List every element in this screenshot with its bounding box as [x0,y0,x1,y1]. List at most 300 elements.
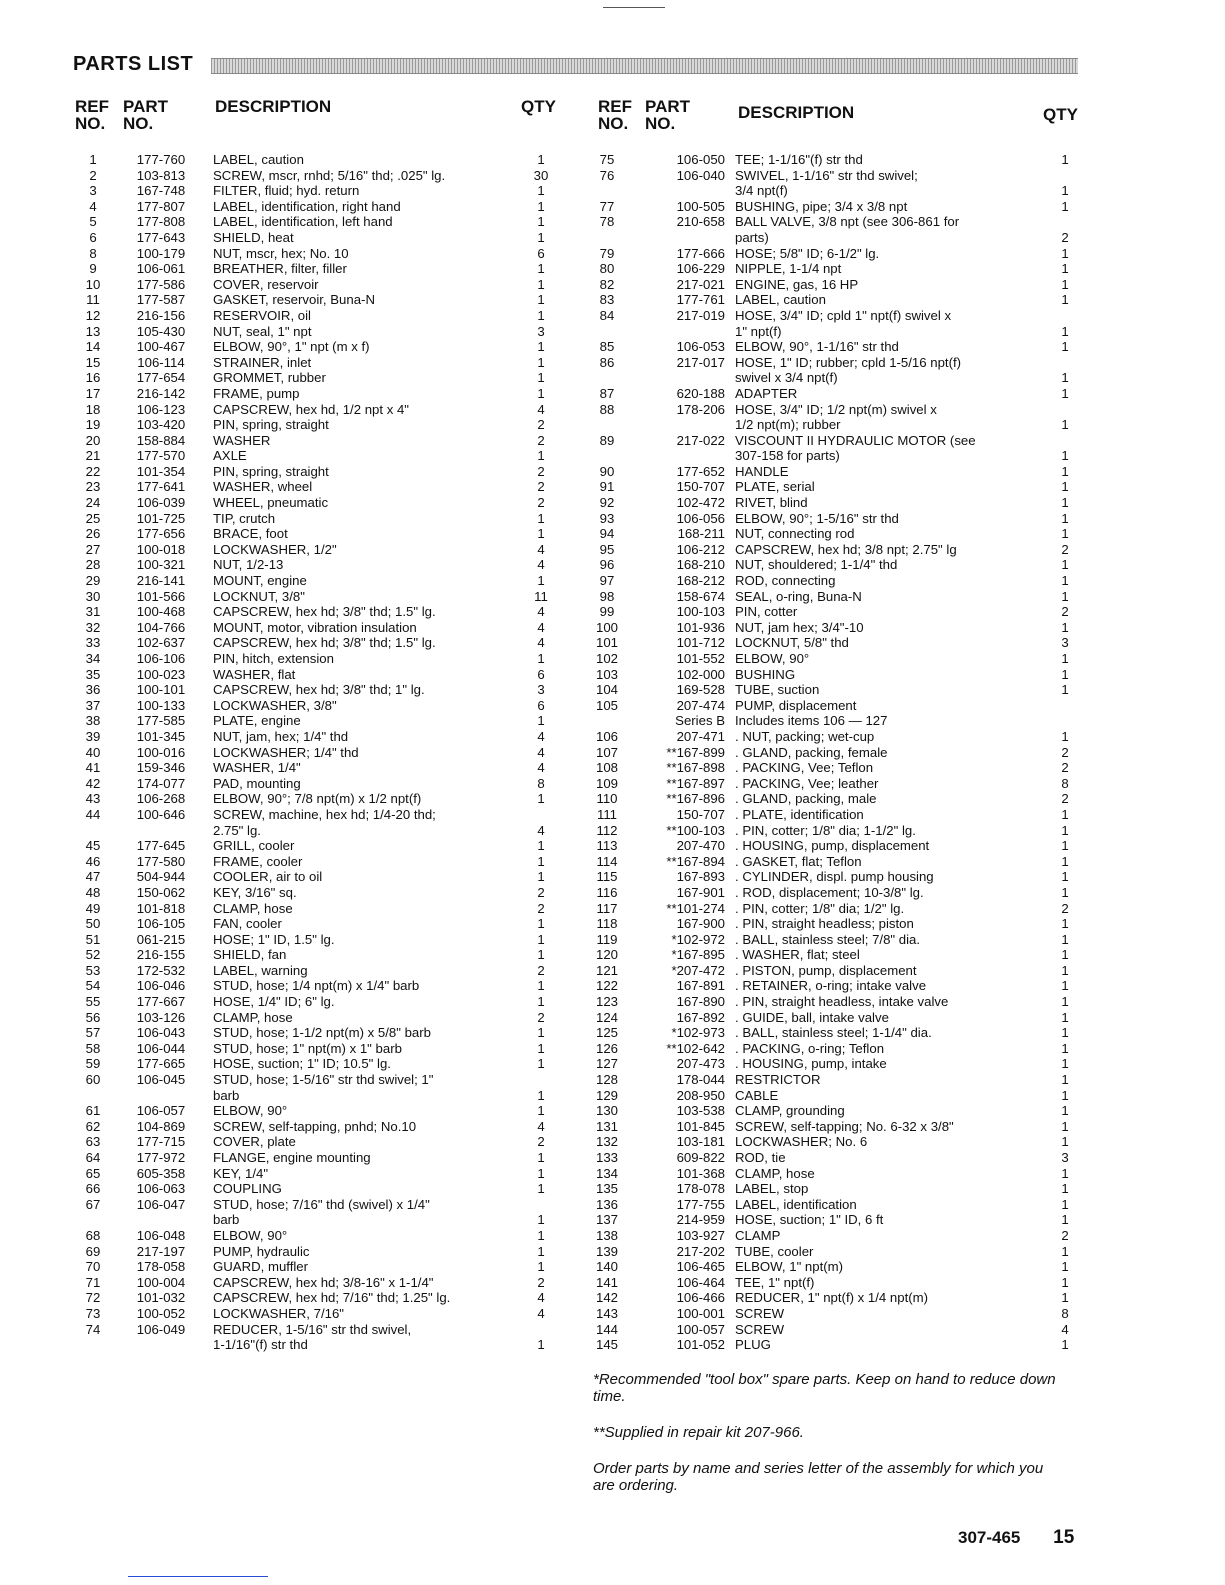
ref-no-cell: 103 [595,666,618,682]
qty-cell: 1 [537,1212,545,1228]
qty-cell: 1 [537,1243,545,1259]
part-no-cell: 106-050 [676,152,725,167]
table-row [593,947,1083,963]
table-row [73,713,563,729]
ref-no-cell: 9 [89,261,97,277]
description-cell: . HOUSING, pump, intake [735,1056,887,1072]
ref-no-cell: 78 [599,214,615,230]
table-row [593,1290,1083,1306]
qty-cell: 1 [537,339,545,355]
qty-cell: 1 [537,261,545,277]
description-cell: LABEL, caution [735,292,826,308]
qty-cell: 1 [537,1087,545,1103]
description-cell: ELBOW, 90°; 7/8 npt(m) x 1/2 npt(f) [213,791,422,807]
ref-no-cell: 82 [599,276,615,292]
description-cell: . GUIDE, ball, intake valve [735,1009,889,1025]
ref-no-cell: 135 [595,1181,618,1197]
header-description: DESCRIPTION [738,103,855,122]
part-no-cell: 106-212 [676,541,725,557]
qty-cell: 1 [1061,463,1069,479]
description-cell: PLUG [735,1337,771,1353]
part-no-cell: 102-000 [676,666,725,682]
qty-cell: 1 [537,292,545,308]
document-number: 307-465 [958,1528,1021,1547]
description-cell: SCREW [735,1305,785,1321]
part-no-cell: 174-077 [136,775,186,791]
qty-cell: 1 [1061,1181,1069,1197]
qty-cell: 3 [1061,635,1069,651]
part-no-cell: 106-268 [136,791,186,807]
ref-no-cell: 91 [599,479,615,495]
description-cell: COUPLING [213,1181,282,1197]
description-cell: RESTRICTOR [735,1072,821,1088]
ref-no-cell: 31 [85,604,101,620]
description-cell: CLAMP, grounding [735,1103,845,1119]
part-no-cell: 150-707 [676,479,725,495]
description-cell: FLANGE, engine mounting [213,1150,371,1165]
part-no-cell: 177-652 [676,463,725,479]
description-cell: BRACE, foot [213,526,288,542]
qty-cell: 2 [1061,541,1069,557]
table-row [73,511,563,527]
qty-cell: 1 [537,448,545,464]
table-row [593,355,1083,386]
ref-no-cell: 97 [599,573,615,589]
qty-cell: 2 [1061,1227,1069,1243]
part-no-cell: 101-032 [136,1290,186,1306]
description-cell: BUSHING [735,666,796,682]
description-cell: HOSE, suction; 1" ID; 10.5" lg. [213,1056,391,1072]
part-no-cell: 158-674 [676,588,725,604]
qty-cell: 2 [537,479,545,495]
part-no-cell: 177-667 [136,994,186,1010]
part-no-cell: 216-141 [136,573,186,589]
ref-no-cell: 61 [85,1103,101,1119]
table-row [593,1166,1083,1182]
table-row [593,745,1083,761]
table-row [73,869,563,885]
description-cell: STUD, hose; 7/16" thd (swivel) x 1/4" barb [213,1196,430,1228]
part-no-cell: 177-570 [136,448,186,464]
ref-no-cell: 116 [596,884,618,900]
description-cell: HOSE, 3/4" ID; cpld 1" npt(f) swivel x 1" npt(f) [735,307,952,339]
part-no-cell: 178-044 [676,1072,725,1088]
qty-cell: 11 [534,588,548,604]
qty-cell: 4 [537,401,545,417]
part-no-cell: 100-001 [676,1305,725,1321]
footnotes [593,1371,1063,1513]
part-no-cell: 167-900 [676,916,725,932]
part-no-cell: *207-472 [671,962,725,978]
description-cell: STUD, hose; 1" npt(m) x 1" barb [213,1040,402,1056]
description-cell: . PISTON, pump, displacement [735,962,917,978]
part-no-cell: 217-019 [676,307,725,323]
table-row [593,869,1083,885]
part-no-cell: **167-897 [666,775,725,791]
qty-cell: 1 [1061,339,1069,355]
description-cell: SCREW, machine, hex hd; 1/4-20 thd; 2.75" lg. [213,806,436,838]
ref-no-cell: 36 [85,682,101,698]
part-no-cell: 208-950 [676,1087,725,1103]
description-cell: BREATHER, filter, filler [213,261,347,277]
qty-cell: 1 [1061,510,1069,526]
description-cell: . PIN, straight headless; piston [735,916,914,932]
description-cell: ELBOW, 90°, 1" npt (m x f) [213,339,370,355]
description-cell: REDUCER, 1" npt(f) x 1/4 npt(m) [735,1290,929,1306]
table-row [593,1134,1083,1150]
part-no-cell: 101-345 [136,728,186,744]
ref-no-cell: 115 [596,869,618,885]
qty-cell: 1 [1061,588,1069,604]
part-no-cell: 168-212 [676,573,725,589]
description-cell: . WASHER, flat; steel [735,947,860,963]
ref-no-cell: 44 [85,806,101,822]
qty-cell: 1 [537,152,545,167]
qty-cell: 4 [537,1305,545,1321]
ref-no-cell: 23 [85,479,101,495]
part-no-cell: 106-466 [676,1290,725,1306]
table-row [73,246,563,262]
table-row [593,1103,1083,1119]
part-no-cell: 106-057 [136,1103,186,1119]
table-row [73,1275,563,1291]
part-no-cell: 168-210 [676,557,725,573]
description-cell: COOLER, air to oil [213,869,323,885]
table-row [593,402,1083,433]
ref-no-cell: 49 [85,900,101,916]
table-row [73,168,563,184]
table-row [593,464,1083,480]
qty-cell: 2 [537,884,545,900]
qty-cell: 1 [537,198,545,214]
ref-no-cell: 24 [85,495,101,511]
part-no-cell: 104-869 [136,1118,186,1134]
table-row [73,1306,563,1322]
table-row [73,339,563,355]
qty-cell: 1 [1061,853,1069,869]
ref-no-cell: 96 [599,557,615,573]
ref-no-cell: 95 [599,541,615,557]
qty-cell: 1 [1061,962,1069,978]
table-row [593,1212,1083,1228]
table-row [593,604,1083,620]
ref-no-cell: 86 [599,354,615,370]
part-no-cell: 217-202 [676,1243,725,1259]
qty-cell: 1 [1061,1290,1069,1306]
qty-cell: 2 [537,417,545,433]
part-no-cell: 210-658 [676,214,725,230]
part-no-cell: 177-587 [136,292,186,308]
table-row [73,1166,563,1182]
ref-no-cell: 72 [85,1290,101,1306]
qty-cell: 1 [537,931,545,947]
qty-cell: 1 [1061,526,1069,542]
bottom-rule [128,1576,268,1577]
ref-no-cell: 64 [85,1150,101,1165]
ref-no-cell: 46 [85,853,101,869]
part-no-cell: 177-645 [136,838,186,854]
part-no-cell: 101-845 [676,1118,725,1134]
table-row [593,261,1083,277]
ref-no-cell: 57 [85,1025,101,1041]
table-row [593,199,1083,215]
part-no-cell: 216-156 [136,307,186,323]
description-cell: LABEL, identification, left hand [213,214,393,230]
qty-cell: 2 [537,1009,545,1025]
ref-no-cell: 20 [85,432,101,448]
ref-no-cell: 138 [595,1227,618,1243]
table-row [73,199,563,215]
table-row [593,1197,1083,1213]
description-cell: CAPSCREW, hex hd; 3/8" thd; 1" lg. [213,682,425,698]
description-cell: . BALL, stainless steel; 7/8" dia. [735,931,921,947]
description-cell: ENGINE, gas, 16 HP [735,276,859,292]
qty-cell: 1 [1061,245,1069,261]
description-cell: ROD, tie [735,1150,786,1165]
qty-cell: 2 [537,432,545,448]
description-cell: WHEEL, pneumatic [213,495,329,511]
qty-cell: 1 [1061,1212,1069,1228]
qty-cell: 4 [537,1118,545,1134]
table-row [73,1056,563,1072]
qty-cell: 1 [1061,1165,1069,1181]
description-cell: STUD, hose; 1/4 npt(m) x 1/4" barb [213,978,420,994]
ref-no-cell: 79 [599,245,615,261]
qty-cell: 4 [537,619,545,635]
description-cell: SCREW [735,1321,785,1337]
description-cell: STRAINER, inlet [213,354,312,370]
ref-no-cell: 100 [595,619,618,635]
qty-cell: 1 [537,1103,545,1119]
description-cell: SCREW, self-tapping; No. 6-32 x 3/8" [735,1118,954,1134]
part-no-cell: 177-643 [136,229,186,245]
ref-no-cell: 58 [85,1040,101,1056]
qty-cell: 1 [537,1150,545,1165]
qty-cell: 1 [537,978,545,994]
part-no-cell: 103-181 [676,1134,725,1150]
left-column [73,98,563,1353]
qty-cell: 1 [537,229,545,245]
table-row [593,776,1083,792]
qty-cell: 1 [537,1040,545,1056]
ref-no-cell: 88 [599,401,615,417]
ref-no-cell: 67 [85,1196,101,1212]
ref-no-cell: 40 [85,744,101,760]
description-cell: GASKET, reservoir, Buna-N [213,292,375,308]
part-no-cell: 167-748 [136,183,186,199]
description-cell: STUD, hose; 1-5/16" str thd swivel; 1" barb [213,1072,434,1103]
description-cell: PAD, mounting [213,775,301,791]
description-cell: CAPSCREW, hex hd; 7/16" thd; 1.25" lg. [213,1290,451,1306]
qty-cell: 1 [537,838,545,854]
part-no-cell: **167-894 [666,853,725,869]
qty-cell: 2 [1061,760,1069,776]
table-row [593,698,1083,729]
ref-no-cell: 133 [595,1150,618,1165]
qty-cell: 1 [1061,822,1069,838]
ref-no-cell: 137 [595,1212,618,1228]
header-description: DESCRIPTION [215,97,332,116]
qty-cell: 1 [537,183,545,199]
ref-no-cell: 110 [596,791,618,807]
table-row [73,1228,563,1244]
qty-cell: 1 [1061,1337,1069,1353]
table-row [73,1025,563,1041]
table-row [73,214,563,230]
part-no-cell: **167-899 [666,744,725,760]
ref-no-cell: 12 [85,307,101,323]
qty-cell: 1 [1061,557,1069,573]
table-row [73,495,563,511]
table-row [73,448,563,464]
description-cell: PIN, spring, straight [213,463,329,479]
note-repair-kit: **Supplied in repair kit 207-966. [593,1424,804,1441]
part-no-cell: **100-103 [666,822,725,838]
table-row [593,838,1083,854]
qty-cell: 8 [537,775,545,791]
qty-cell: 8 [1061,1305,1069,1321]
ref-no-cell: 142 [595,1290,618,1306]
table-row [73,854,563,870]
table-row [593,807,1083,823]
qty-cell: 1 [537,385,545,401]
part-no-cell: 106-056 [676,510,725,526]
table-row [73,292,563,308]
description-cell: CLAMP [735,1227,781,1243]
ref-no-cell: 47 [85,869,101,885]
part-no-cell: 150-707 [676,806,725,822]
table-row [73,573,563,589]
ref-no-cell: 5 [89,214,97,230]
description-cell: SCREW, self-tapping, pnhd; No.10 [213,1118,417,1134]
description-cell: CAPSCREW, hex hd; 3/8 npt; 2.75" lg [735,541,957,557]
table-row [73,838,563,854]
table-row [73,417,563,433]
part-no-cell: 061-215 [136,931,186,947]
table-row [73,682,563,698]
ref-no-cell: 90 [599,463,615,479]
qty-cell: 8 [1061,775,1069,791]
description-cell: SWIVEL, 1-1/16" str thd swivel; 3/4 npt(f) [735,167,918,199]
table-row [73,557,563,573]
table-row [73,1010,563,1026]
left-column-header [73,98,563,146]
ref-no-cell: 111 [596,806,618,822]
ref-no-cell: 33 [85,635,101,651]
table-row [73,994,563,1010]
ref-no-cell: 75 [599,152,615,167]
part-no-cell: 100-004 [136,1274,186,1290]
part-no-cell: 106-049 [136,1321,186,1337]
qty-cell: 1 [1061,994,1069,1010]
qty-cell: 1 [1061,479,1069,495]
part-no-cell: 167-892 [676,1009,725,1025]
ref-no-cell: 35 [85,666,101,682]
qty-cell: 1 [1061,1009,1069,1025]
qty-cell: 1 [1061,651,1069,666]
page-footer [958,1527,1074,1549]
qty-cell: 1 [1061,152,1069,167]
ref-no-cell: 129 [595,1087,618,1103]
part-no-cell: 106-040 [676,167,725,183]
qty-cell: 4 [537,744,545,760]
ref-no-cell: 74 [85,1321,101,1337]
ref-no-cell: 25 [85,510,101,526]
part-no-cell: 106-063 [136,1181,186,1197]
part-no-cell: 101-936 [676,619,725,635]
description-cell: . PACKING, Vee; Teflon [735,760,874,776]
description-cell: HOSE; 1" ID, 1.5" lg. [213,931,335,947]
ref-no-cell: 114 [596,853,618,869]
description-cell: NUT, shouldered; 1-1/4" thd [735,557,898,573]
qty-cell: 1 [537,1181,545,1197]
part-no-cell: 169-528 [676,682,725,698]
description-cell: . PACKING, Vee; leather [735,775,879,791]
part-no-cell: 609-822 [676,1150,725,1165]
part-no-cell: 101-052 [676,1337,725,1353]
table-row [73,1259,563,1275]
qty-cell: 4 [1061,1321,1069,1337]
table-row [593,168,1083,199]
description-cell: PIN, spring, straight [213,417,329,433]
ref-no-cell: 68 [85,1227,101,1243]
description-cell: COVER, plate [213,1134,296,1150]
qty-cell: 1 [1061,370,1069,386]
qty-cell: 2 [1061,900,1069,916]
part-no-cell: 217-021 [676,276,725,292]
part-no-cell: 100-016 [136,744,186,760]
table-row [73,479,563,495]
ref-no-cell: 126 [595,1040,618,1056]
ref-no-cell: 134 [595,1165,618,1181]
ref-no-cell: 127 [595,1056,618,1072]
ref-no-cell: 56 [85,1009,101,1025]
description-cell: CAPSCREW, hex hd; 3/8" thd; 1.5" lg. [213,635,436,651]
qty-cell: 4 [537,541,545,557]
qty-cell: 2 [1061,604,1069,620]
table-row [593,1150,1083,1166]
description-cell: . PIN, cotter; 1/8" dia; 1-1/2" lg. [735,822,916,838]
part-no-cell: 103-126 [136,1009,186,1025]
table-row [73,1072,563,1103]
part-no-cell: **167-896 [666,791,725,807]
description-cell: TUBE, cooler [735,1243,814,1259]
table-row [593,1072,1083,1088]
ref-no-cell: 16 [85,370,101,386]
description-cell: REDUCER, 1-5/16" str thd swivel, 1-1/16"(f) str thd [213,1321,412,1353]
table-row [73,526,563,542]
part-no-cell: 103-813 [136,167,186,183]
qty-cell: 1 [1061,1103,1069,1119]
description-cell: . PIN, cotter; 1/8" dia; 1/2" lg. [735,900,905,916]
qty-cell: 4 [537,728,545,744]
qty-cell: 1 [1061,1072,1069,1088]
table-row [593,479,1083,495]
part-no-cell: 207-471 [676,728,725,744]
description-cell: ELBOW, 90° [213,1227,288,1243]
ref-no-cell: 136 [595,1196,618,1212]
part-no-cell: 101-712 [676,635,725,651]
description-cell: SHIELD, fan [213,947,287,963]
part-no-cell: 177-715 [136,1134,186,1150]
part-no-cell: 217-017 [676,354,725,370]
part-no-cell: 102-637 [136,635,186,651]
ref-no-cell: 66 [85,1181,101,1197]
table-row [593,246,1083,262]
qty-cell: 2 [537,1274,545,1290]
table-row [593,854,1083,870]
description-cell: WASHER, 1/4" [213,760,301,776]
